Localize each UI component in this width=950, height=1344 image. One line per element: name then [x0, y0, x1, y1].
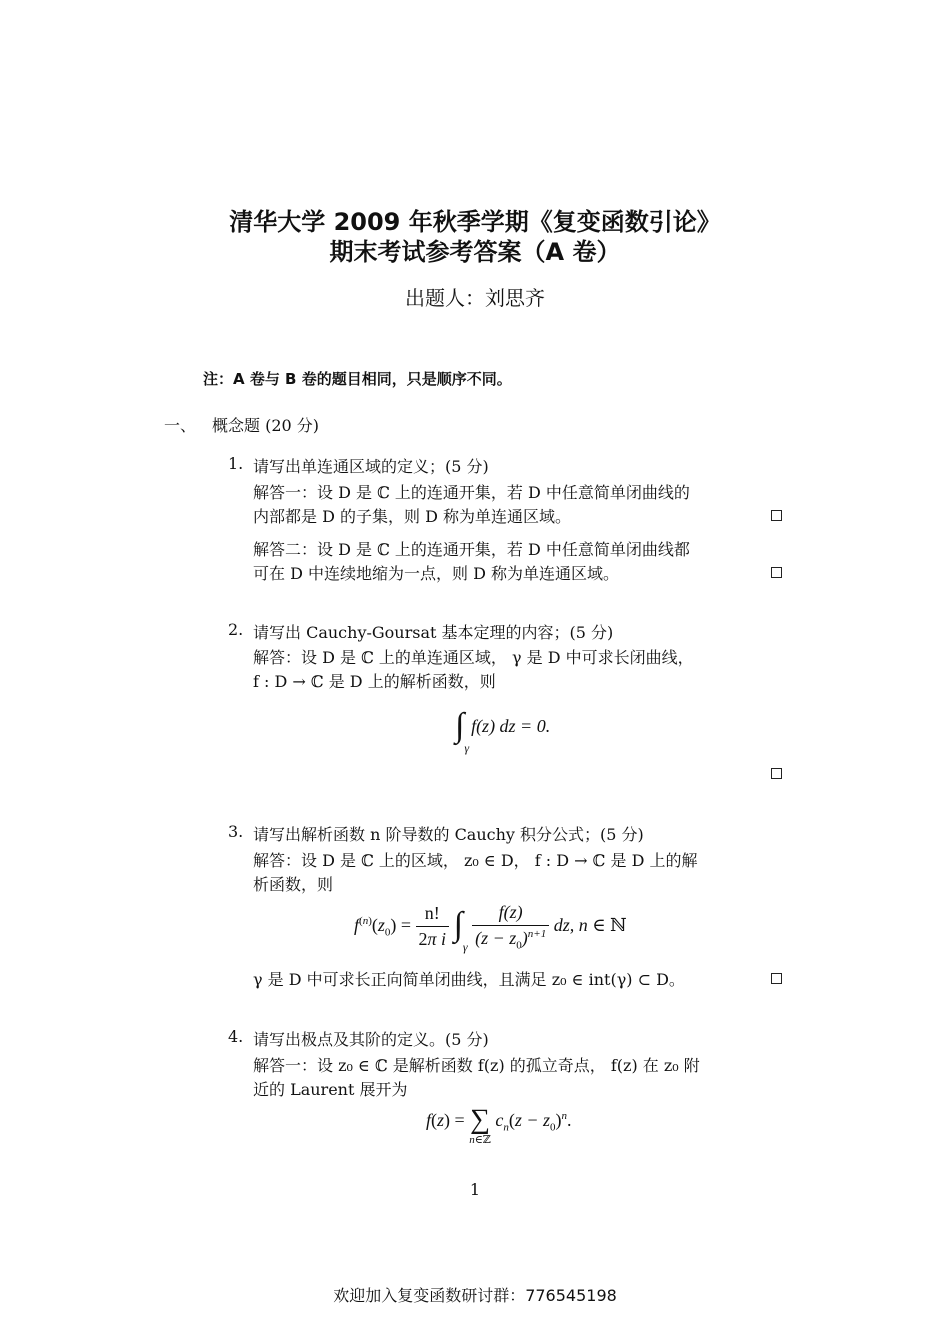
- title-line-2: 期末考试参考答案（A 卷）: [329, 238, 621, 266]
- question-text: 请写出 Cauchy-Goursat 基本定理的内容；(5 分): [253, 623, 614, 642]
- question-text: 请写出单连通区域的定义；(5 分): [253, 457, 489, 476]
- answer-line: 解答二：设 D 是 ℂ 上的连通开集，若 D 中任意简单闭曲线都: [253, 540, 690, 559]
- answer-line: f : D → ℂ 是 D 上的解析函数，则: [253, 672, 496, 691]
- qed-box: [771, 510, 782, 521]
- qed-box: [771, 567, 782, 578]
- question-number: 3.: [228, 822, 244, 841]
- question-text: 请写出解析函数 n 阶导数的 Cauchy 积分公式；(5 分): [253, 825, 644, 844]
- answer-line: 析函数，则: [253, 875, 334, 894]
- cauchy-goursat-formula: $\int_\gamma f(z)$ dz = 0.: [455, 707, 551, 755]
- answer-line: 可在 D 中连续地缩为一点，则 D 称为单连通区域。: [253, 564, 620, 583]
- question-number: 4.: [228, 1027, 244, 1046]
- section-number: 一、: [164, 416, 197, 435]
- qed-box: [771, 973, 782, 984]
- author: 出题人：刘思齐: [405, 286, 545, 310]
- note: 注：A 卷与 B 卷的题目相同，只是顺序不同。: [203, 370, 512, 388]
- answer-line: 解答一：设 z₀ ∈ ℂ 是解析函数 f(z) 的孤立奇点， f(z) 在 z₀ 附: [253, 1056, 700, 1075]
- answer-line: 内部都是 D 的子集，则 D 称为单连通区域。: [253, 507, 572, 526]
- answer-line: 解答一：设 D 是 ℂ 上的连通开集，若 D 中任意简单闭曲线的: [253, 483, 690, 502]
- page-number: 1: [469, 1180, 481, 1199]
- answer-line: 近的 Laurent 展开为: [253, 1080, 408, 1099]
- cauchy-integral-formula: $f^{(n)}(z_0)$ = $\frac{n!}{\text{2π i}}$ $\int_\gamma$ $\frac{f(z)}{(z - z_0)^{n+1}}$ dz, n ∈ ℕ: [354, 902, 627, 954]
- section-title: 概念题 (20 分): [212, 416, 320, 435]
- integral-sign: ∫: [455, 707, 465, 744]
- answer-line: 解答：设 D 是 ℂ 上的单连通区域， γ 是 D 中可求长闭曲线，: [253, 648, 694, 667]
- footer-text: 欢迎加入复变函数研讨群：776545198: [333, 1286, 617, 1305]
- laurent-expansion-formula: f(z) = ∑ n∈ℤ $c_n(z - z_0)^n$.: [426, 1104, 572, 1146]
- question-number: 2.: [228, 620, 244, 639]
- qed-box: [771, 768, 782, 779]
- question-text: 请写出极点及其阶的定义。(5 分): [253, 1030, 489, 1049]
- title-line-1: 清华大学 2009 年秋季学期《复变函数引论》: [229, 208, 721, 236]
- answer-line: γ 是 D 中可求长正向简单闭曲线，且满足 z₀ ∈ int(γ) ⊂ D。: [253, 970, 685, 989]
- answer-line: 解答：设 D 是 ℂ 上的区域， z₀ ∈ D， f : D → ℂ 是 D 上的解: [253, 851, 698, 870]
- question-number: 1.: [228, 454, 244, 473]
